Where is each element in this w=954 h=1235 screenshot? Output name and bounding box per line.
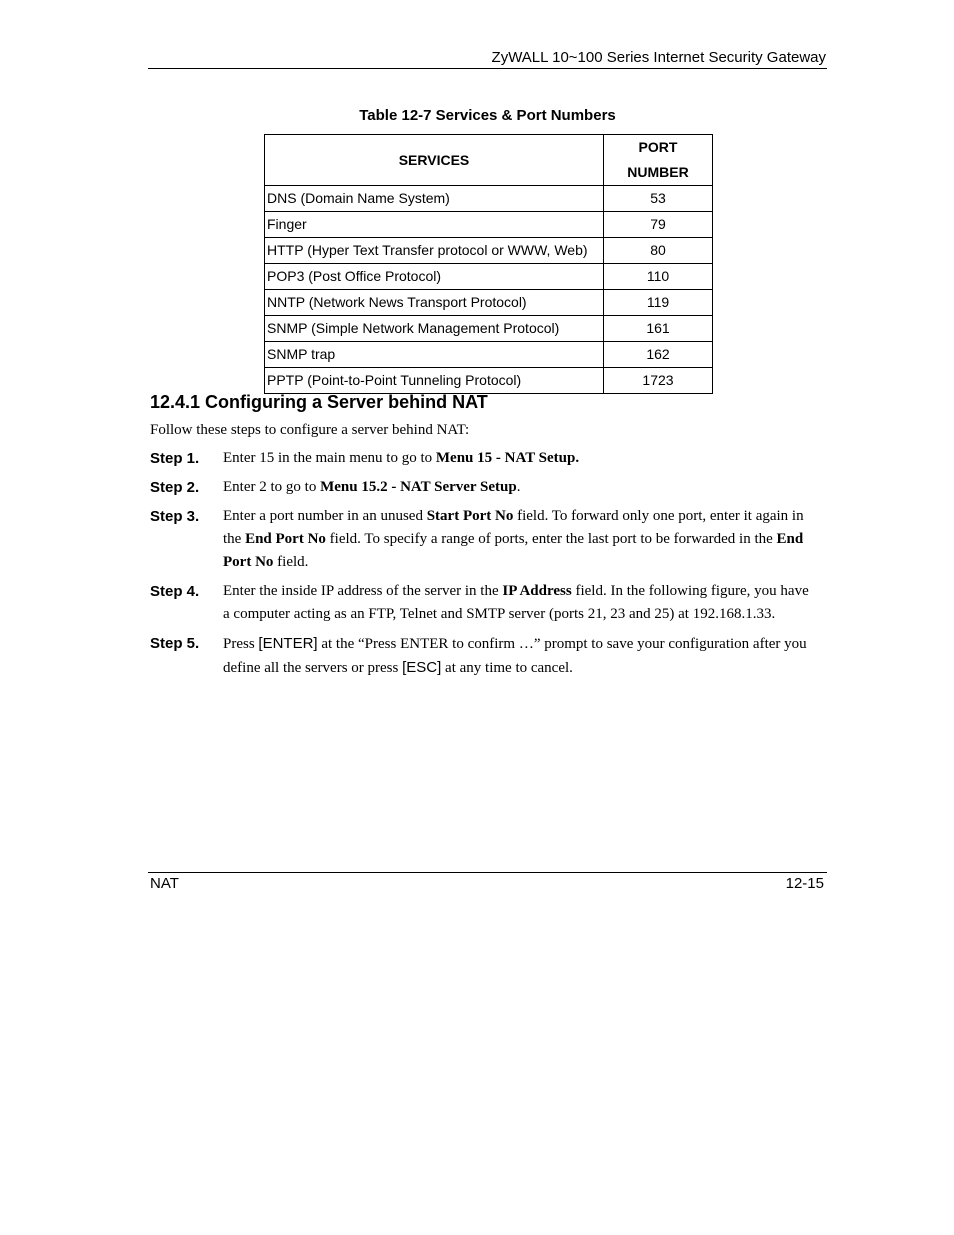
service-cell: Finger	[265, 212, 604, 238]
step-label: Step 2.	[150, 479, 200, 496]
menu-name: Menu 15.2 - NAT Server Setup	[320, 479, 517, 495]
field-name: IP Address	[502, 583, 572, 599]
step-item	[150, 447, 830, 470]
running-header: ZyWALL 10~100 Series Internet Security Gateway	[491, 49, 826, 66]
step-item	[150, 580, 830, 626]
table-caption: Table 12-7 Services & Port Numbers	[359, 107, 616, 124]
port-cell: 1723	[604, 368, 713, 394]
service-cell: DNS (Domain Name System)	[265, 186, 604, 212]
step-label: Step 1.	[150, 450, 200, 467]
column-header-port-number: PORT NUMBER	[604, 135, 713, 186]
table-row	[265, 290, 713, 316]
service-cell: SNMP trap	[265, 342, 604, 368]
header-rule	[148, 68, 827, 69]
key-name: [ENTER]	[258, 635, 318, 652]
table-row	[265, 368, 713, 394]
port-cell: 80	[604, 238, 713, 264]
footer-rule	[148, 872, 827, 873]
service-cell: NNTP (Network News Transport Protocol)	[265, 290, 604, 316]
step-text-run: Enter the inside IP address of the server in the	[223, 583, 503, 599]
table-row	[265, 238, 713, 264]
step-item	[150, 632, 830, 680]
service-cell: POP3 (Post Office Protocol)	[265, 264, 604, 290]
step-text-run: Enter 2 to go to	[223, 479, 321, 495]
section-heading: 12.4.1 Configuring a Server behind NAT	[150, 392, 488, 412]
service-cell: HTTP (Hyper Text Transfer protocol or WWW, Web)	[265, 238, 604, 264]
step-text	[223, 476, 817, 499]
field-name: End Port No	[223, 531, 804, 570]
step-text-run: Enter 15 in the main menu to go to	[223, 450, 436, 466]
table-row	[265, 264, 713, 290]
port-cell: 119	[604, 290, 713, 316]
menu-name: Menu 15 - NAT Setup.	[435, 450, 580, 466]
port-cell: 162	[604, 342, 713, 368]
column-header-services: SERVICES	[265, 135, 604, 186]
step-text-run: field. To specify a range of ports, enter the last port to be forwarded in the	[325, 531, 777, 547]
intro-paragraph: Follow these steps to configure a server behind NAT:	[150, 422, 470, 438]
footer-page-number: 12-15	[785, 875, 824, 892]
field-name: Start Port No	[426, 508, 514, 524]
steps-list	[150, 447, 830, 686]
service-cell: PPTP (Point-to-Point Tunneling Protocol)	[265, 368, 604, 394]
step-label: Step 3.	[150, 508, 200, 525]
step-text	[223, 447, 817, 470]
step-text-run: field. To forward only one port, enter it again in the	[223, 508, 804, 547]
port-cell: 53	[604, 186, 713, 212]
table-row	[265, 316, 713, 342]
step-text-run: Enter a port number in an unused	[223, 508, 427, 524]
step-label: Step 4.	[150, 583, 200, 600]
step-text-run: at the “Press ENTER to confirm …” prompt to save your configuration after you define all the servers or press	[223, 636, 807, 676]
port-cell: 79	[604, 212, 713, 238]
table-header-row	[265, 135, 713, 186]
field-name: End Port No	[245, 531, 326, 547]
port-cell: 110	[604, 264, 713, 290]
step-text-run: field. In the following figure, you have a computer acting as an FTP, Telnet and SMTP server (ports 21, 23 and 25) at 192.168.1.33.	[223, 583, 809, 622]
service-cell: SNMP (Simple Network Management Protocol)	[265, 316, 604, 342]
table-row	[265, 212, 713, 238]
step-text	[223, 632, 817, 680]
step-item	[150, 505, 830, 574]
step-text-run: field.	[273, 554, 309, 570]
step-text-run: .	[516, 479, 521, 495]
table-row	[265, 342, 713, 368]
footer-chapter: NAT	[150, 875, 179, 892]
step-label: Step 5.	[150, 635, 200, 652]
key-name: [ESC]	[402, 659, 442, 676]
table-row	[265, 186, 713, 212]
port-cell: 161	[604, 316, 713, 342]
step-text	[223, 580, 817, 626]
step-text	[223, 505, 817, 574]
step-item	[150, 476, 830, 499]
step-text-run: at any time to cancel.	[441, 660, 573, 676]
step-text-run: Press	[223, 636, 259, 652]
services-table	[264, 134, 713, 394]
